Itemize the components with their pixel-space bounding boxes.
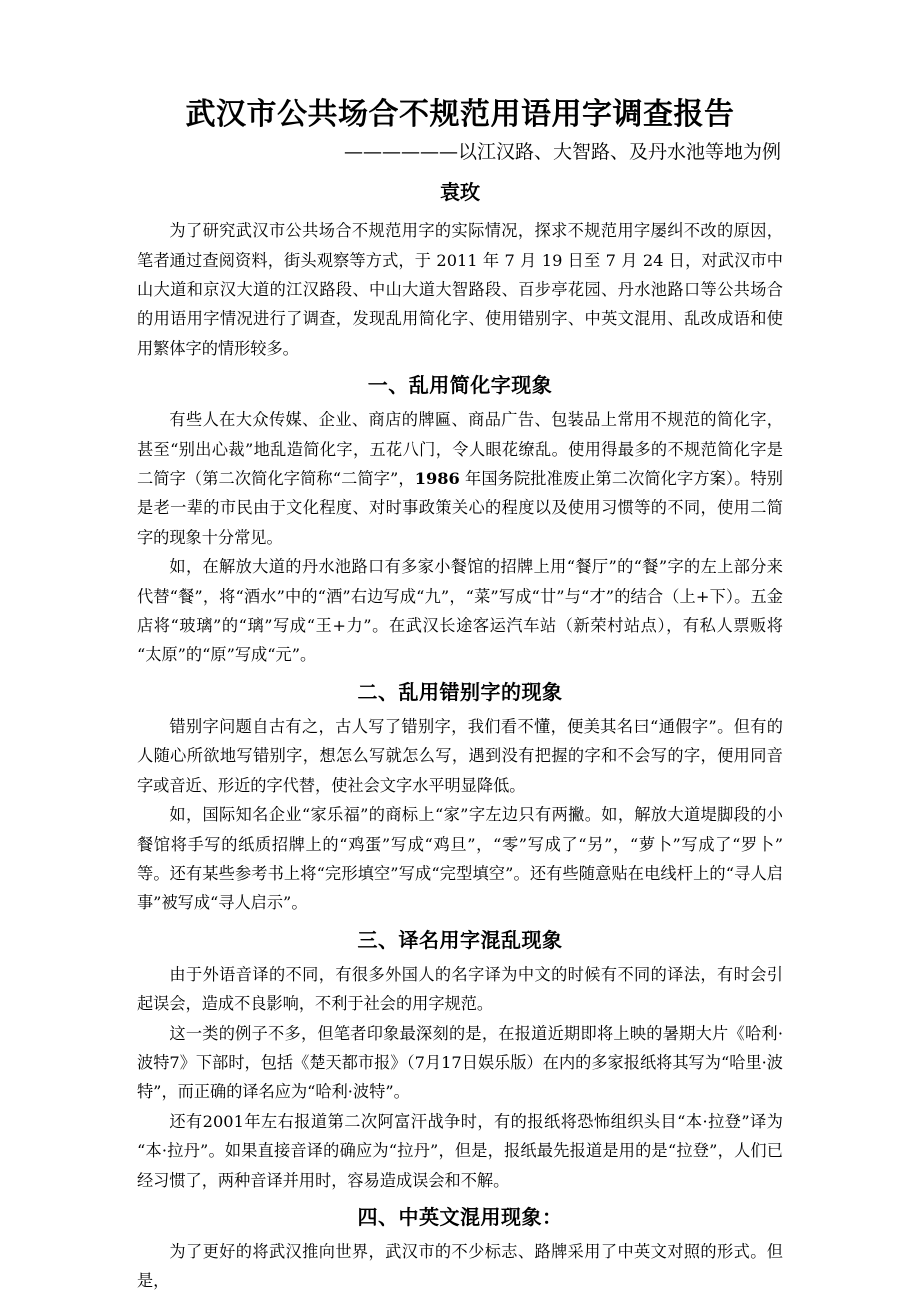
text-run: 这一类的例子不多，但笔者印象最深刻的是，在报道近期即将上映的暑期大片《哈利·波特7》下部时，包括《楚天都市报》（7月17日娱乐版）在内的多家报纸将其写为“哈里·波特”，而正确的译名应为“哈利·波特”。 (137, 1023, 783, 1102)
body-paragraph (137, 800, 783, 918)
sections-container (137, 372, 783, 1296)
section-heading: 一、乱用简化字现象 (367, 373, 553, 398)
text-run: 有些人在大众传媒、企业、商店的牌匾、商品广告、包装品上常用不规范的简化字，甚至“别出心裁”地乱造简化字，五花八门，令人眼花缭乱。使用得最多的不规范简化字是二简字（第二次简化字简称“二简字”， (137, 410, 783, 489)
intro-paragraph: 为了研究武汉市公共场合不规范用字的实际情况，探求不规范用字屡纠不改的原因，笔者通过查阅资料，街头观察等方式，于 2011 年 7 月 19 日至 7 月 24 日，对武汉市中山大道和京汉大道的江汉路段、中山大道大智路段、百步亭花园、丹水池路口等公共场合的用语用字情况进行了调查，发现乱用简化字、使用错别字、中英文混用、乱改成语和使用繁体字的情形较多。 (137, 221, 783, 358)
emphasis-run: 1986 (414, 469, 460, 489)
page-title: 武汉市公共场合不规范用语用字调查报告 (185, 97, 735, 132)
text-run: 如，在解放大道的丹水池路口有多家小餐馆的招牌上用“餐厅”的“餐”字的左上部分来代替“餐”，将“酒水”中的“酒”右边写成“九”，“菜”写成“廿”与“才”的结合（上+下）。五金店将“玻璃”的“璃”写成“王+力”。在武汉长途客运汽车站（新荣村站点），有私人票贩将“太原”的“原”写成“元”。 (137, 557, 783, 665)
body-paragraph (137, 712, 783, 800)
text-run: 为了更好的将武汉推向世界，武汉市的不少标志、路牌采用了中英文对照的形式。但是， (137, 1241, 783, 1291)
body-paragraph (137, 1107, 783, 1195)
text-run: 年国务院批准废止第二次简化字方案）。特别是老一辈的市民由于文化程度、对时事政策关心的程度以及使用习惯等的不同，使用二简字的现象十分常见。 (137, 469, 783, 547)
section-heading: 二、乱用错别字的现象 (357, 679, 563, 704)
body-paragraph (137, 1237, 783, 1296)
text-run: 错别字问题自古有之，古人写了错别字，我们看不懂，便美其名曰“通假字”。但有的人随心所欲地写错别字，想怎么写就怎么写，遇到没有把握的字和不会写的字，便用同音字或音近、形近的字代替，使社会文字水平明显降低。 (137, 716, 783, 795)
section-heading: 四、中英文混用现象： (357, 1204, 563, 1229)
text-run: 还有2001年左右报道第二次阿富汗战争时，有的报纸将恐怖组织头目“本·拉登”译为“本·拉丹”。如果直接音译的确应为“拉丹”，但是，报纸最先报道是用的是“拉登”，人们已经习惯了，两种音译并用时，容易造成误会和不解。 (137, 1111, 783, 1190)
text-run: 由于外语音译的不同，有很多外国人的名字译为中文的时候有不同的译法，有时会引起误会，造成不良影响，不利于社会的用字规范。 (137, 964, 783, 1014)
body-paragraph (137, 960, 783, 1019)
text-run: 如，国际知名企业“家乐福”的商标上“家”字左边只有两撇。如，解放大道堤脚段的小餐馆将手写的纸质招牌上的“鸡蛋”写成“鸡旦”，“零”写成了“另”，“萝卜”写成了“罗卜”等。还有某些参考书上将“完形填空”写成“完型填空”。还有些随意贴在电线杆上的“寻人启事”被写成“寻人启示”。 (137, 805, 783, 913)
body-paragraph (137, 405, 783, 552)
body-paragraph (137, 552, 783, 670)
document-subtitle: ——————以江汉路、大智路、及丹水池等地为例 (343, 140, 781, 163)
document-author: 袁玫 (440, 180, 480, 205)
section-heading: 三、译名用字混乱现象 (357, 927, 563, 952)
body-paragraph (137, 1019, 783, 1107)
